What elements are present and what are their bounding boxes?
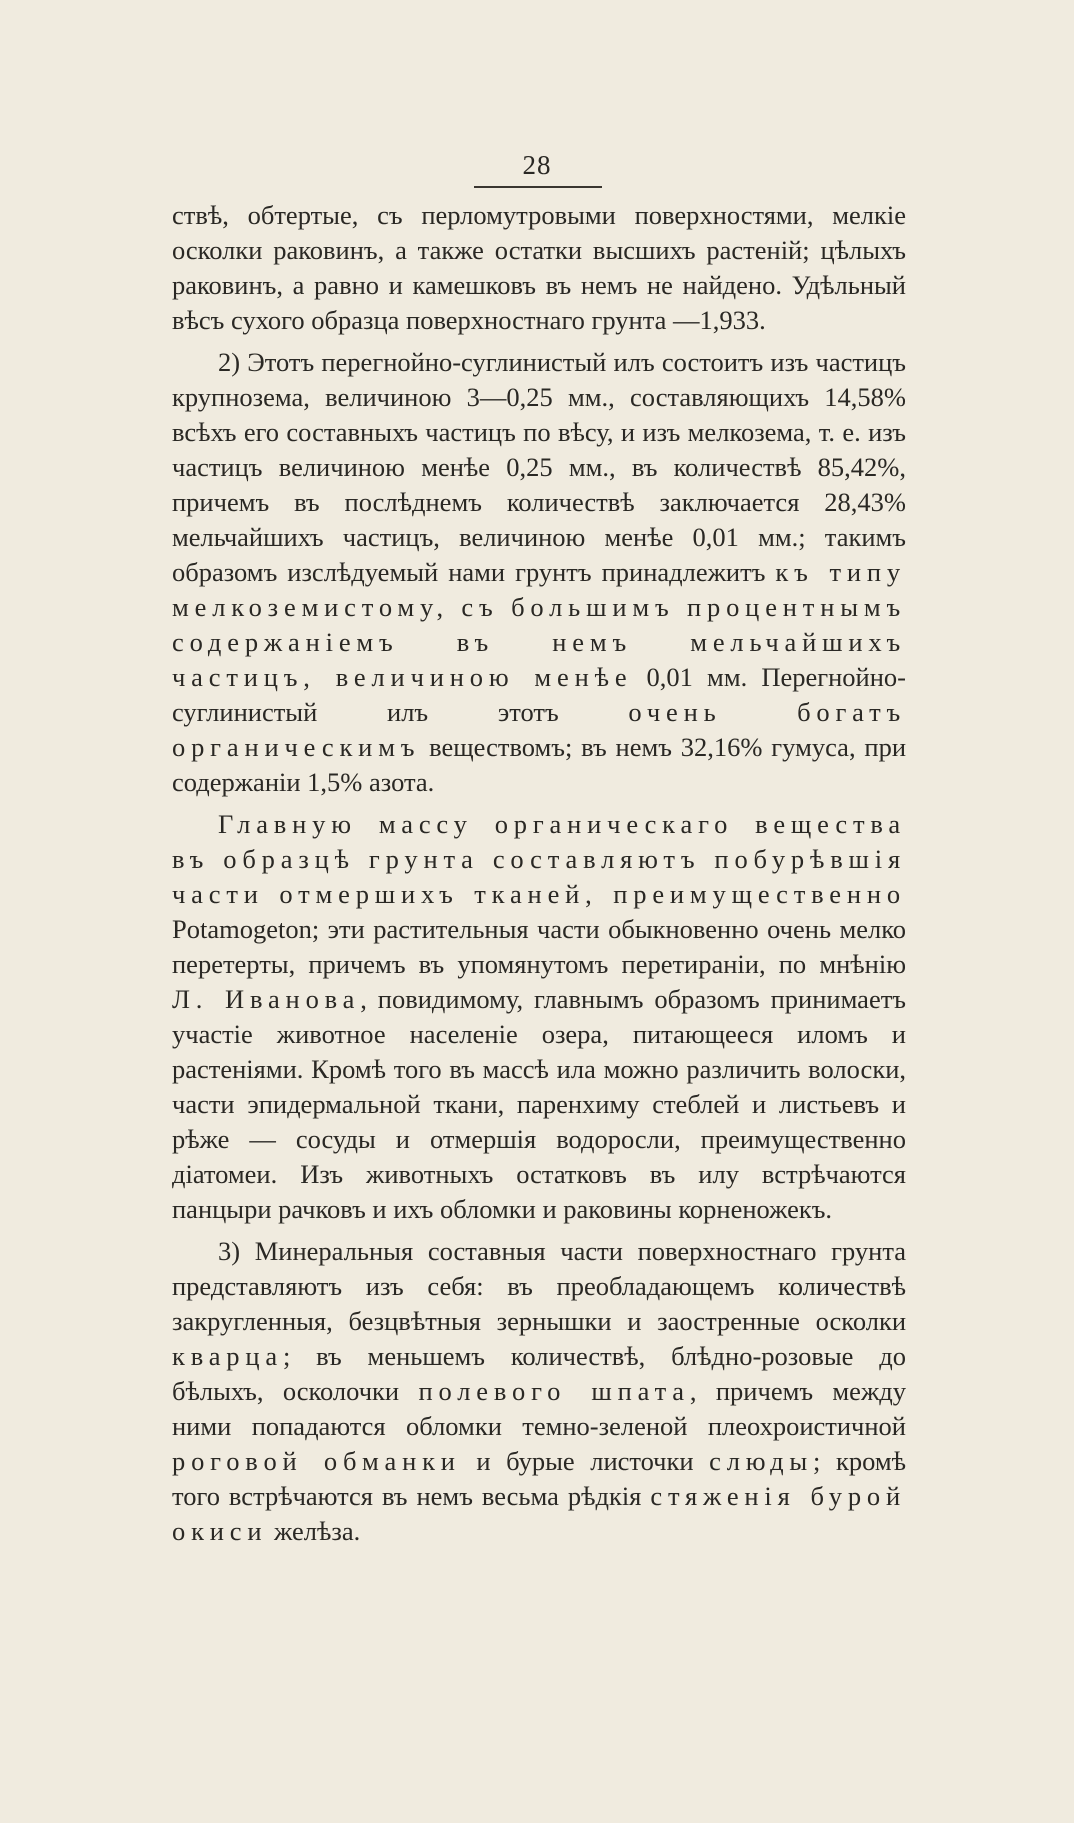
text-segment: , причемъ между ними попадаются обломки темно-зеленой плеохроистичной	[172, 1376, 906, 1441]
text-segment: 2) Этотъ перегнойно-суглинистый илъ состоитъ изъ частицъ крупнозема, величиною 3—0,25 мм., составляющихъ 14,58% всѣхъ его составныхъ частицъ по вѣсу, и изъ мелкозема, т. е. изъ частицъ величиною менѣе 0,25 мм., въ количествѣ 85,42%, причемъ въ послѣднемъ количествѣ заключается 28,43% мельчайшихъ частицъ, величиною менѣе 0,01 мм.; такимъ образомъ изслѣдуемый нами грунтъ принадлежитъ	[172, 347, 906, 587]
text-segment: и бурые листочки	[460, 1446, 710, 1476]
text-segment: ствѣ, обтертые, съ перломутровыми поверхностями, мелкіе осколки раковинъ, а также остатки высшихъ растеній; цѣлыхъ раковинъ, а равно и камешковъ въ немъ не найдено. Удѣльный вѣсъ сухого образца поверхностнаго грунта —1,933.	[172, 200, 906, 335]
emphasized-text: Главную массу органическаго вещества въ образцѣ грунта составляютъ побурѣвшія части отмершихъ тканей, преимущественно	[172, 809, 906, 909]
text-segment: ; въ меньшемъ количествѣ, блѣдно-розовые до бѣлыхъ, осколочки	[172, 1341, 906, 1406]
paragraph-1	[172, 198, 906, 338]
text-segment: Potamogeton; эти растительныя части обыкновенно очень мелко перетерты, причемъ въ упомянутомъ перетираніи, по мнѣнію	[172, 914, 906, 979]
emphasized-text: слюды	[709, 1446, 814, 1476]
emphasized-text: очень богатъ органическимъ	[172, 697, 907, 762]
text-segment: 0,01 мм. Перегнойно-суглинистый илъ этотъ	[172, 662, 906, 727]
emphasized-text: роговой обманки	[172, 1446, 461, 1476]
text-segment: веществомъ; въ немъ 32,16% гумуса, при содержаніи 1,5% азота.	[172, 732, 906, 797]
header-rule	[474, 186, 602, 188]
emphasized-text: Л. Иванова	[172, 984, 361, 1014]
emphasized-text: стяженія бурой окиси	[172, 1481, 906, 1546]
paragraph-2	[172, 345, 906, 800]
emphasized-text: кварца	[172, 1341, 283, 1371]
emphasized-text: къ типу мелкоземистому, съ большимъ процентнымъ содержаніемъ въ немъ мельчайшихъ частицъ, величиною менѣе	[172, 557, 906, 692]
paragraph-4	[172, 1234, 906, 1549]
text-segment: 3) Минеральныя составныя части поверхностнаго грунта представляютъ изъ себя: въ преобладающемъ количествѣ закругленныя, безцвѣтныя зернышки и заостренные осколки	[172, 1236, 906, 1336]
text-segment: ; кромѣ того встрѣчаются въ немъ весьма рѣдкія	[172, 1446, 906, 1511]
text-segment: желѣза.	[267, 1516, 361, 1546]
paragraph-3	[172, 807, 906, 1227]
emphasized-text: полевого шпата	[418, 1376, 690, 1406]
body-text	[172, 198, 906, 1549]
text-segment: , повидимому, главнымъ образомъ принимаетъ участіе животное населеніе озера, питающееся иломъ и растеніями. Кромѣ того въ массѣ ила можно различить волоски, части эпидермальной ткани, паренхиму стеблей и листьевъ и рѣже — сосуды и отмершія водоросли, преимущественно діатомеи. Изъ животныхъ остатковъ въ илу встрѣчаются панцыри рачковъ и ихъ обломки и раковины корненожекъ.	[172, 984, 906, 1224]
page-number: 28	[522, 150, 552, 180]
